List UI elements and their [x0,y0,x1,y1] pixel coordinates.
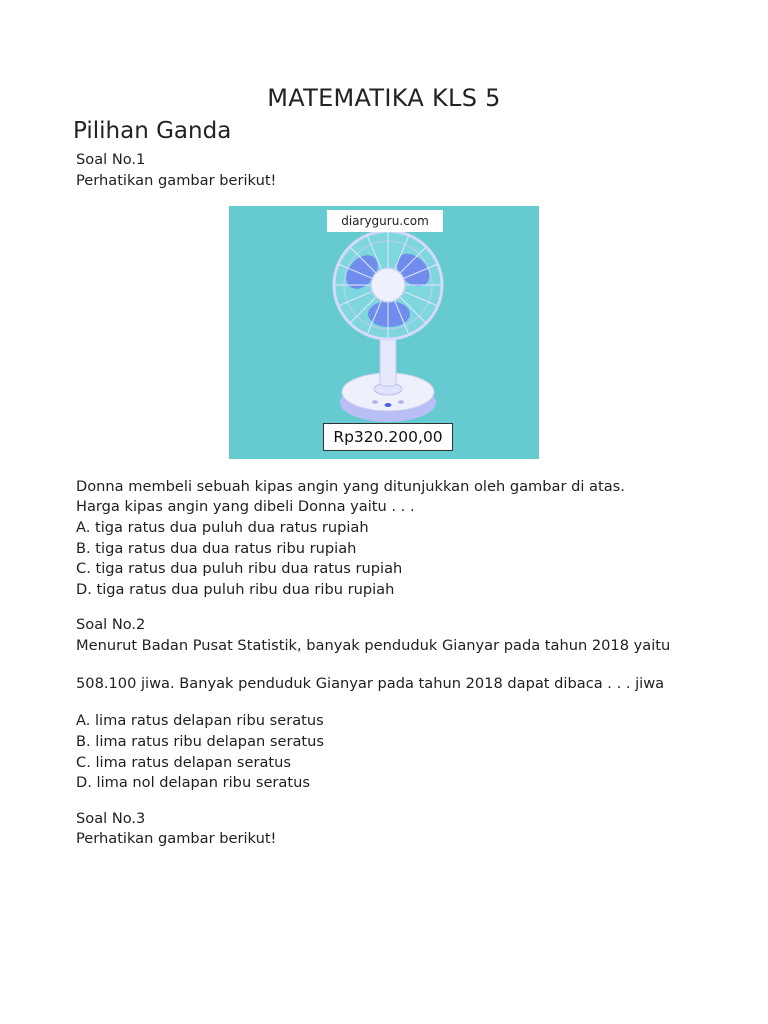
question-3-label: Soal No.3 [76,810,146,827]
question-2-option-a: A. lima ratus delapan ribu seratus [76,712,324,729]
electric-fan-icon [229,206,539,459]
question-1-option-d: D. tiga ratus dua puluh ribu dua ribu rupiah [76,581,395,598]
question-3-instruction: Perhatikan gambar berikut! [76,830,277,847]
question-1-option-c: C. tiga ratus dua puluh ribu dua ratus rupiah [76,560,403,577]
question-1-instruction: Perhatikan gambar berikut! [76,172,277,189]
question-1-option-b: B. tiga ratus dua dua ratus ribu rupiah [76,540,357,557]
fan-price-image [229,206,539,459]
question-2-option-c: C. lima ratus delapan seratus [76,754,291,771]
question-2-option-d: D. lima nol delapan ribu seratus [76,774,310,791]
question-1-text-line-1: Donna membeli sebuah kipas angin yang ditunjukkan oleh gambar di atas. [76,478,625,495]
question-1-option-a: A. tiga ratus dua puluh dua ratus rupiah [76,519,369,536]
price-tag: Rp320.200,00 [323,423,453,451]
document-title: MATEMATIKA KLS 5 [267,84,501,112]
section-heading: Pilihan Ganda [73,118,232,144]
question-2-text-line-2: 508.100 jiwa. Banyak penduduk Gianyar pada tahun 2018 dapat dibaca . . . jiwa [76,675,665,692]
question-2-text-line-1: Menurut Badan Pusat Statistik, banyak penduduk Gianyar pada tahun 2018 yaitu [76,637,671,654]
question-2-label: Soal No.2 [76,616,146,633]
question-1-text-line-2: Harga kipas angin yang dibeli Donna yaitu . . . [76,498,415,515]
question-2-option-b: B. lima ratus ribu delapan seratus [76,733,324,750]
image-watermark: diaryguru.com [327,210,443,232]
question-1-label: Soal No.1 [76,151,146,168]
